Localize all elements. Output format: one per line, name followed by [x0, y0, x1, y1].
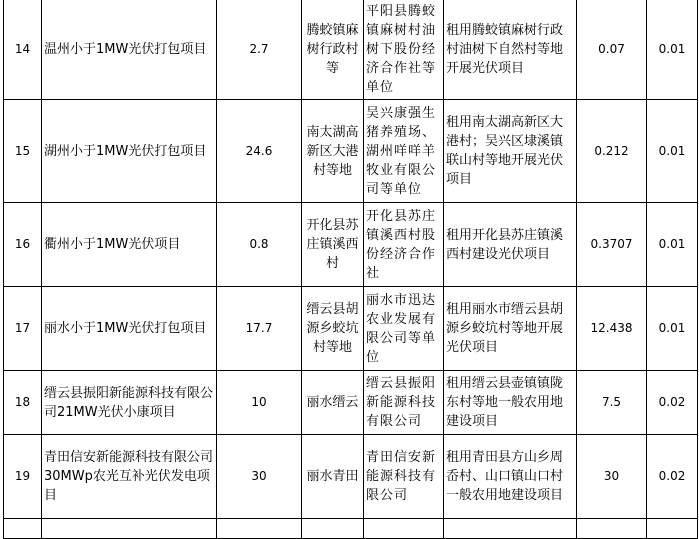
value-2-cell: 0.01	[647, 100, 698, 203]
value-2-cell: 0.01	[647, 287, 698, 371]
row-number-cell: 17	[4, 287, 42, 371]
use-mode-cell: 租用丽水市缙云县胡源乡蛟坑村等地开展光伏项目	[444, 287, 577, 371]
use-mode-cell: 租用青田县方山乡周岙村、山口镇山口村一般农用地建设项目	[444, 435, 577, 519]
capacity-cell: 24.6	[217, 100, 302, 203]
location-cell: 腾蛟镇麻树行政村等	[302, 0, 364, 100]
value-1-cell: 0.212	[577, 100, 647, 203]
project-name-cell: 青田信安新能源科技有限公司30MWp农光互补光伏发电项目	[42, 435, 217, 519]
value-1-cell: 0.07	[577, 0, 647, 100]
table-row	[4, 435, 698, 519]
value-1-cell: 12.438	[577, 287, 647, 371]
unit-name-cell: 平阳县腾蛟镇麻树村油树下股份经济合作社等单位	[364, 0, 444, 100]
empty-cell	[364, 519, 444, 539]
empty-cell	[444, 519, 577, 539]
value-1-cell: 7.5	[577, 371, 647, 435]
location-cell: 丽水缙云	[302, 371, 364, 435]
project-name-cell: 缙云县振阳新能源科技有限公司21MW光伏小康项目	[42, 371, 217, 435]
use-mode-cell: 租用腾蛟镇麻树行政村油树下自然村等地开展光伏项目	[444, 0, 577, 100]
capacity-cell: 2.7	[217, 0, 302, 100]
unit-name-cell: 青田信安新能源科技有限公司	[364, 435, 444, 519]
table-row	[4, 100, 698, 203]
value-2-cell: 0.01	[647, 0, 698, 100]
unit-name-cell: 缙云县振阳新能源科技有限公司	[364, 371, 444, 435]
empty-cell	[4, 519, 42, 539]
table-row	[4, 371, 698, 435]
capacity-cell: 10	[217, 371, 302, 435]
land-use-table	[3, 0, 698, 539]
value-1-cell: 30	[577, 435, 647, 519]
row-number-cell: 15	[4, 100, 42, 203]
unit-name-cell: 开化县苏庄镇溪西村股份经济合作社	[364, 203, 444, 287]
row-number-cell: 19	[4, 435, 42, 519]
project-name-cell: 温州小于1MW光伏打包项目	[42, 0, 217, 100]
location-cell: 开化县苏庄镇溪西村	[302, 203, 364, 287]
location-cell: 缙云县胡源乡蛟坑村等地	[302, 287, 364, 371]
value-2-cell: 0.02	[647, 371, 698, 435]
table-row	[4, 0, 698, 100]
capacity-cell: 30	[217, 435, 302, 519]
capacity-cell: 0.8	[217, 203, 302, 287]
row-number-cell: 16	[4, 203, 42, 287]
project-name-cell: 衢州小于1MW光伏项目	[42, 203, 217, 287]
value-1-cell: 0.3707	[577, 203, 647, 287]
table-row	[4, 287, 698, 371]
row-number-cell: 14	[4, 0, 42, 100]
use-mode-cell: 租用开化县苏庄镇溪西村建设光伏项目	[444, 203, 577, 287]
row-number-cell: 18	[4, 371, 42, 435]
table-row-partial	[4, 519, 698, 539]
project-name-cell: 湖州小于1MW光伏打包项目	[42, 100, 217, 203]
empty-cell	[42, 519, 217, 539]
empty-cell	[217, 519, 302, 539]
empty-cell	[647, 519, 698, 539]
table-row	[4, 203, 698, 287]
unit-name-cell: 吴兴康强生猪养殖场、湖州咩咩羊牧业有限公司等单位	[364, 100, 444, 203]
project-name-cell: 丽水小于1MW光伏打包项目	[42, 287, 217, 371]
capacity-cell: 17.7	[217, 287, 302, 371]
location-cell: 南太湖高新区大港村等地	[302, 100, 364, 203]
value-2-cell: 0.02	[647, 435, 698, 519]
use-mode-cell: 租用缙云县壶镇镇陇东村等地一般农用地建设项目	[444, 371, 577, 435]
location-cell: 丽水青田	[302, 435, 364, 519]
empty-cell	[577, 519, 647, 539]
empty-cell	[302, 519, 364, 539]
use-mode-cell: 租用南太湖高新区大港村；吴兴区埭溪镇联山村等地开展光伏项目	[444, 100, 577, 203]
unit-name-cell: 丽水市迅达农业发展有限公司等单位	[364, 287, 444, 371]
value-2-cell: 0.01	[647, 203, 698, 287]
